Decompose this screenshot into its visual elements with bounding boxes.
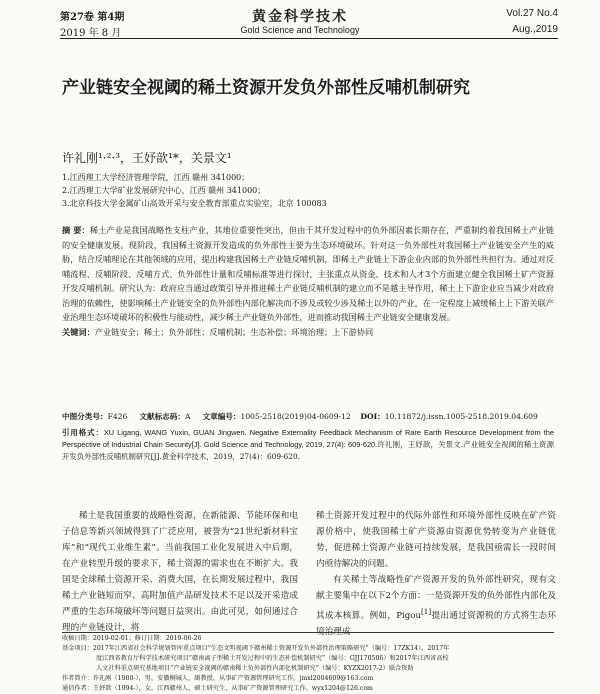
- body-paragraph-text: 提出通过资源税的方式将生态环境治理成: [316, 610, 556, 637]
- article-meta: [62, 411, 554, 423]
- body-paragraph-text: 有关稀土等战略性矿产资源开发的负外部性研究，现有文献主要集中在以下2个方面：一是资源开发的负外部性内部化及其成本核算。例如，Pigou: [316, 575, 556, 621]
- body-paragraph: 稀土资源开发过程中的代际外部性和环境外部性反映在矿产资源价格中，使我国稀土矿产资源由资源优势转变为产业链优势，促进稀土资源产业链可持续发展，是我国亟需长一段时间内亟待解决的问题。: [316, 511, 556, 569]
- header-rule: [60, 38, 558, 39]
- received-date: 收稿日期：2019-02-01；修订日期：2019-06-26: [62, 635, 202, 642]
- volume-en: Vol.27 No.4: [506, 8, 558, 19]
- clc-value: F426: [107, 412, 128, 421]
- issue-cn: 第27卷 第4期: [60, 12, 125, 23]
- affiliation: 2.江西理工大学矿业发展研究中心，江西 赣州 341000；: [62, 186, 266, 195]
- running-header: [0, 6, 600, 40]
- body-paragraph: [316, 572, 556, 640]
- citation-zh: 许礼刚，王妤歆，关景文.产业链安全视阈的稀土资源开发负外部性反哺机制研究[J].黄金科学技术，2019，27(4)：609-620.: [62, 440, 555, 461]
- doi-label: DOI：: [360, 412, 385, 421]
- article-id-label: 文章编号：: [202, 412, 241, 421]
- authors: 许礼刚¹·²·³，王妤歆¹*，关景文¹: [62, 151, 232, 165]
- doi: 10.11872/j.issn.1005-2518.2019.04.609: [384, 412, 538, 421]
- date-cn: 2019 年 8 月: [60, 28, 122, 39]
- body-left-column: 稀土是我国重要的战略性资源，在新能源、节能环保和电子信息等新兴领域得到了广泛应用，被誉为“21世纪新材料宝库”和“现代工业维生素”。当前我国工业化发展进入中后期，在产业转型升级的要求下，稀土资源的需求也在不断扩大。我国是全球稀土资源开采、消费大国，在长期发展过程中，我国稀土产业链短而窄、高附加值产品研发技术不足以及开采造成严重的生态环境破坏等问题日益突出。由此可见，如何通过合理的产业链设计，将: [62, 511, 298, 633]
- date-en: Aug.,2019: [512, 24, 558, 35]
- fund-line: 基金项目：2017年江西省社会科学规划智库重点项目“生态文明视阈下赣州稀土资源开发负外部性治理策略研究”（编号：17ZK14）、2017年: [62, 645, 450, 652]
- footnotes: [62, 634, 556, 694]
- citation-label: 引用格式：: [62, 428, 104, 437]
- keywords-text: 产业链安全；稀土；负外部性；反哺机制；生态补偿；环境治理；上下游协同: [94, 326, 374, 337]
- abstract-text: 稀土产业是我国战略性支柱产业，其地位重要性突出，但由于其开发过程中的负外部因素长期存在，严重制约着我国稀土产业链的安全健康发展。现阶段，我国稀土资源开发造成的负外部性主要为生态环境破坏。针对这一负外部性对我国稀土产业链安全产生的威胁，结合反哺理论在其他领域的应用，提出构建我国稀土产业链反哺机制，即稀土产业链上下游企业内部的负外部性共担行为。通过对反哺流程、反哺阶段、反哺方式、负外部性计量和反哺标准等进行探讨，主张重点从资金、技术和人才3个方面建立健全我国稀土矿产资源开发反哺机制。研究认为：政府应当通过政策引导并推进稀土产业链反哺机制的建立而不是越主导作用，稀土上下游企业应当减少对政府治理的依赖性，使影响稀土产业链安全的负外部性内部化解决而不涉及或较少涉及稀土以外的产业，在一定程度上减缓稀土上下游关联产业治理生态环境破坏的积极性与能动性，减少稀土产业链负外部性，进而推动我国稀土产业链安全健康发展。: [62, 225, 554, 322]
- journal-name-en: Gold Science and Technology: [240, 25, 360, 35]
- article-id: 1005-2518(2019)04-0609-12: [240, 412, 351, 421]
- affiliation: 1.江西理工大学经济管理学院，江西 赣州 341000；: [62, 173, 250, 182]
- reference-marker: [1]: [421, 607, 432, 616]
- footnote-rule: [62, 632, 554, 633]
- abstract: [62, 223, 554, 339]
- journal-name-cn: 黄金科学技术: [252, 9, 348, 25]
- body-right-column: [316, 508, 556, 640]
- clc-label: 中图分类号：: [62, 412, 108, 421]
- fund-line: 度江西省教育厅科学技术研究项目“赣南离子型稀土开发过程中的生态补偿机制研究”（编号：GJJ170506）和2017年江西省高校: [96, 655, 449, 662]
- abstract-label: 摘 要：: [62, 225, 90, 235]
- doc-label: 文献标志码：: [139, 412, 185, 421]
- keywords-label: 关键词：: [62, 326, 95, 337]
- author-bio: 作者简介：许礼刚（1980-），男，安徽桐城人，副教授，从事矿产资源管理研究工作。jmxl2004609@163.com: [62, 675, 374, 682]
- doc-value: A: [184, 412, 191, 421]
- citation: [62, 427, 554, 463]
- fund-line: 人文社科重点研究基地项目“产业链安全视阈的赣南稀土负外部性内部化机制研究”（编号：KYZX2017-2）联合资助: [96, 665, 414, 672]
- affiliations: [62, 171, 327, 210]
- affiliation: 3.北京科技大学金属矿山高效开采与安全教育部重点实验室，北京 100083: [62, 199, 327, 208]
- corresponding-author: 通信作者：王妤歆（1994-），女，江西赣州人，硕士研究生，从事矿产资源管理研究工作。wyx1204@126.com: [62, 685, 373, 692]
- paper-title: 产业链安全视阈的稀土资源开发负外部性反哺机制研究: [62, 78, 470, 98]
- citation-en: XU Ligang, WANG Yuxin, GUAN Jingwen. Negative Externality Feedback Mechanism of Rare Earth Resource Development from the Perspective of Industrial Chain Security[J]. Gold Science and Technology, 2019, 27(4): 609-620.: [62, 428, 554, 449]
